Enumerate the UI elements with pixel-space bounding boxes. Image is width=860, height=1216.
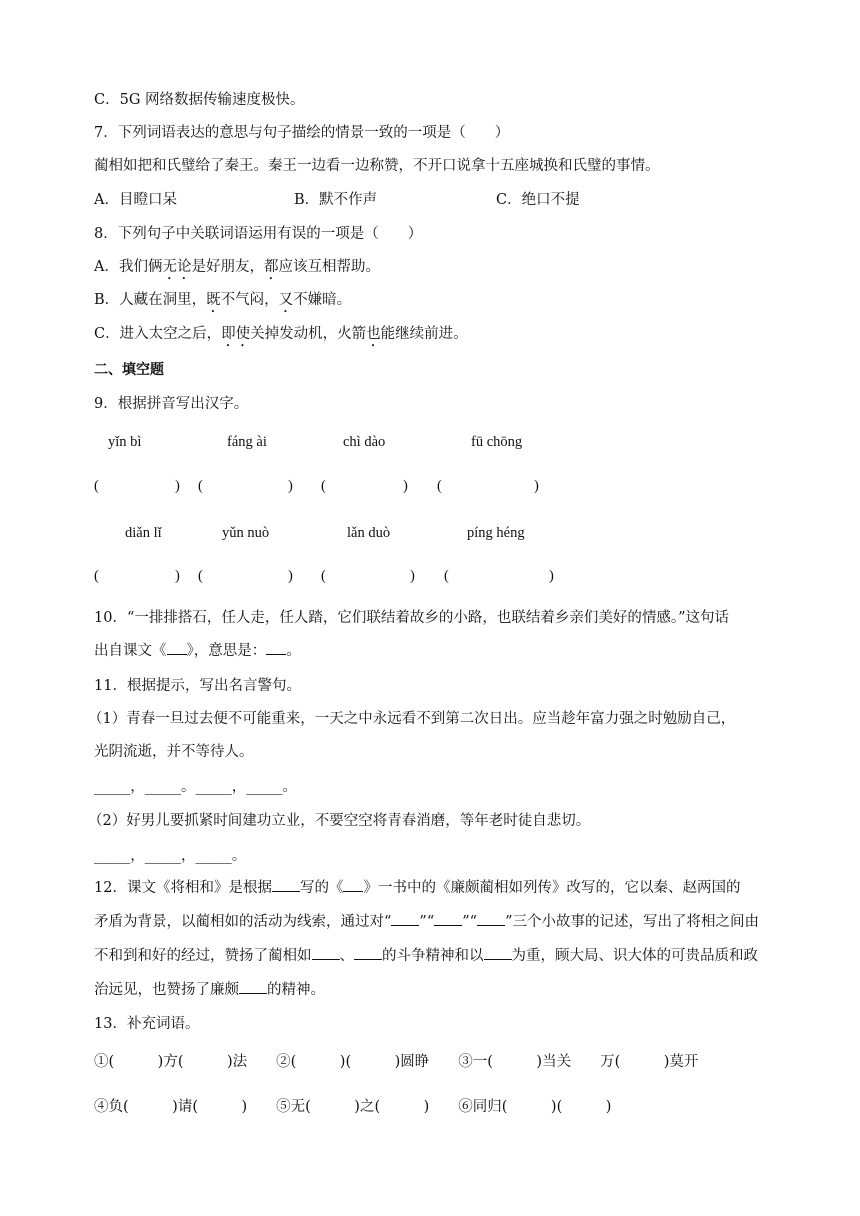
q8-option-b	[94, 290, 351, 316]
answer-paren-open: (	[198, 568, 203, 584]
answer-paren-open: (	[94, 478, 99, 494]
idiom-row: ④负( )请( ) ⑤无( )之( ) ⑥同归( )( )	[94, 1099, 612, 1115]
fill-blank[interactable]	[354, 959, 382, 960]
emphasis-text: 即使	[221, 326, 251, 342]
pinyin-item: yǔn nuò	[222, 525, 270, 541]
fill-blank[interactable]	[312, 959, 340, 960]
text: 出自课文《	[94, 643, 167, 659]
answer-paren-open: (	[94, 568, 99, 584]
fill-blank[interactable]	[434, 925, 462, 926]
answer-paren-open: (	[321, 568, 326, 584]
answer-paren-open: (	[437, 478, 442, 494]
pinyin-item: píng héng	[467, 525, 525, 541]
answer-paren-close: )	[534, 478, 539, 494]
pinyin-item: yǐn bì	[108, 434, 142, 450]
section-heading: 二、填空题	[94, 362, 164, 378]
text: 不嫌暗。	[293, 292, 352, 308]
question-11-part1-cont: 光阴流逝，并不等待人。	[94, 744, 254, 760]
emphasis-text: 都	[263, 259, 279, 275]
q8-option-c	[94, 324, 468, 350]
text: 应该互相帮助。	[278, 259, 380, 275]
fill-blank[interactable]	[484, 959, 512, 960]
text: 的精神。	[267, 982, 325, 998]
question-11: 11．根据提示，写出名言警句。	[94, 678, 301, 694]
answer-blanks: _____，_____，_____。	[94, 848, 247, 864]
pinyin-item: fū chōng	[471, 434, 523, 450]
text: 是好朋友，	[191, 259, 264, 275]
answer-blanks: _____，_____。_____，_____。	[94, 779, 297, 795]
text: ”“	[419, 914, 435, 930]
answer-paren-close: )	[403, 478, 408, 494]
text: 能继续前进。	[380, 326, 468, 342]
question-9: 9．根据拼音写出汉字。	[94, 396, 249, 412]
question-11-part2: （2）好男儿要抓紧时间建功立业，不要空空将青春消磨，等年老时徒自悲切。	[88, 813, 591, 829]
text: 写的《	[299, 880, 344, 896]
emphasis-text: 无论	[162, 259, 192, 275]
answer-paren-close: )	[175, 568, 180, 584]
text: 为重，顾大局、识大体的可贵品质和政	[511, 948, 758, 964]
pinyin-item: fáng ài	[227, 434, 267, 450]
question-12-line2	[94, 912, 759, 932]
question-7: 7．下列词语表达的意思与句子描绘的情景一致的一项是（ ）	[94, 125, 510, 141]
question-11-part1: （1）青春一旦过去便不可能重来，一天之中永远看不到第二次日出。应当趁年富力强之时勉励自己，	[88, 711, 736, 727]
text: C．进入太空之后，	[94, 326, 222, 342]
q6-option-c: C．5G 网络数据传输速度极快。	[94, 92, 305, 108]
fill-blank[interactable]	[266, 654, 286, 655]
q8-option-a	[94, 257, 380, 283]
question-8: 8．下列句子中关联词语运用有误的一项是（ ）	[94, 226, 423, 242]
text: 不和到和好的经过，赞扬了蔺相如	[94, 948, 312, 964]
text: 矛盾为背景，以蔺相如的活动为线索，通过对“	[94, 914, 392, 930]
text: ”“	[462, 914, 478, 930]
answer-paren-close: )	[175, 478, 180, 494]
idiom-row: ①( )方( )法 ②( )( )圆睁 ③一( )当关 万( )莫开	[94, 1054, 699, 1070]
question-13: 13．补充词语。	[94, 1016, 200, 1032]
question-7-context: 蔺相如把和氏璧给了秦王。秦王一边看一边称赞，不开口说拿十五座城换和氏璧的事情。	[94, 158, 660, 174]
pinyin-item: lǎn duò	[347, 525, 391, 541]
text: 》一书中的《廉颇蔺相如列传》改写的，它以秦、赵两国的	[363, 880, 741, 896]
answer-paren-close: )	[288, 478, 293, 494]
fill-blank[interactable]	[477, 925, 505, 926]
text: 》，意思是：	[186, 643, 267, 659]
fill-blank[interactable]	[391, 925, 419, 926]
emphasis-text: 又	[278, 292, 294, 308]
pinyin-item: chì dào	[343, 434, 386, 450]
fill-blank[interactable]	[167, 654, 187, 655]
answer-paren-close: )	[288, 568, 293, 584]
text: 不气闷，	[220, 292, 279, 308]
question-12-line3	[94, 946, 758, 966]
pinyin-item: diǎn lǐ	[125, 525, 162, 541]
text: 。	[286, 643, 301, 659]
text: 关掉发动机，火箭	[250, 326, 367, 342]
q7-option-c: C．绝口不提	[496, 192, 580, 208]
q7-option-b: B．默不作声	[294, 192, 378, 208]
fill-blank[interactable]	[272, 891, 300, 892]
emphasis-text: 也	[366, 326, 381, 342]
text: 的斗争精神和以	[382, 948, 484, 964]
answer-paren-open: (	[444, 568, 449, 584]
question-10-cont	[94, 641, 301, 661]
text: B．人藏在洞里，	[94, 292, 207, 308]
fill-blank[interactable]	[239, 993, 267, 994]
text: A．我们俩	[94, 259, 163, 275]
question-12-line4	[94, 980, 325, 1000]
text: 治远见，也赞扬了廉颇	[94, 982, 239, 998]
question-10: 10．“一排排搭石，任人走，任人踏，它们联结着故乡的小路，也联结着乡亲们美好的情感。”这句话	[94, 610, 730, 626]
fill-blank[interactable]	[343, 891, 363, 892]
answer-paren-close: )	[549, 568, 554, 584]
answer-paren-open: (	[321, 478, 326, 494]
q7-option-a: A．目瞪口呆	[94, 192, 177, 208]
emphasis-text: 既	[206, 292, 221, 308]
text: 、	[339, 948, 354, 964]
answer-paren-close: )	[410, 568, 415, 584]
answer-paren-open: (	[198, 478, 203, 494]
text: ”三个小故事的记述，写出了将相之间由	[505, 914, 759, 930]
question-12	[94, 878, 740, 898]
text: 12．课文《将相和》是根据	[94, 880, 272, 896]
